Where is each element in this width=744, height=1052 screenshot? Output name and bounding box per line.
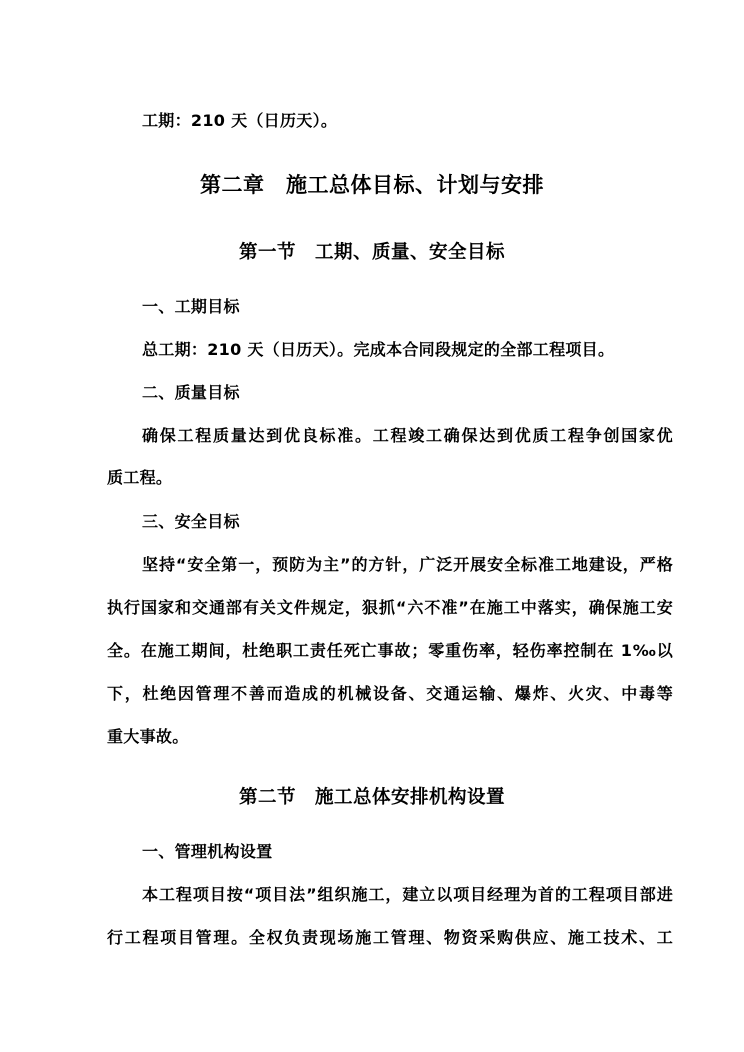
duration-line: 工期：210 天（日历天）。 xyxy=(142,111,338,130)
section1-sub2-text-line2: 质工程。 xyxy=(107,468,173,487)
section1-sub3-title: 三、安全目标 xyxy=(142,512,240,531)
section2-sub1-title: 一、管理机构设置 xyxy=(142,842,273,861)
section1-sub1-text: 总工期：210 天（日历天）。完成本合同段规定的全部工程项目。 xyxy=(142,340,615,359)
section1-title: 第一节 工期、质量、安全目标 xyxy=(238,242,505,263)
section2-title: 第二节 施工总体安排机构设置 xyxy=(238,787,505,808)
section1-sub3-text-line1: 坚持“安全第一，预防为主”的方针，广泛开展安全标准工地建设，严格 xyxy=(142,555,673,574)
section2-sub1-text-line2: 行工程项目管理。全权负责现场施工管理、物资采购供应、施工技术、工 xyxy=(107,928,673,947)
section1-sub3-text-line5: 重大事故。 xyxy=(107,727,189,746)
section1-sub1-title: 一、工期目标 xyxy=(142,297,240,316)
section1-sub3-text-line3: 全。在施工期间，杜绝职工责任死亡事故；零重伤率，轻伤率控制在 1‰以 xyxy=(107,641,673,660)
chapter-title: 第二章 施工总体目标、计划与安排 xyxy=(200,173,544,197)
section1-sub3-text-line2: 执行国家和交通部有关文件规定，狠抓“六不准”在施工中落实，确保施工安 xyxy=(107,598,673,617)
section1-sub3-text-line4: 下，杜绝因管理不善而造成的机械设备、交通运输、爆炸、火灾、中毒等 xyxy=(107,684,673,703)
section2-sub1-text-line1: 本工程项目按“项目法”组织施工，建立以项目经理为首的工程项目部进 xyxy=(142,885,673,904)
section1-sub2-text-line1: 确保工程质量达到优良标准。工程竣工确保达到优质工程争创国家优 xyxy=(142,426,673,445)
section1-sub2-title: 二、质量目标 xyxy=(142,383,240,402)
